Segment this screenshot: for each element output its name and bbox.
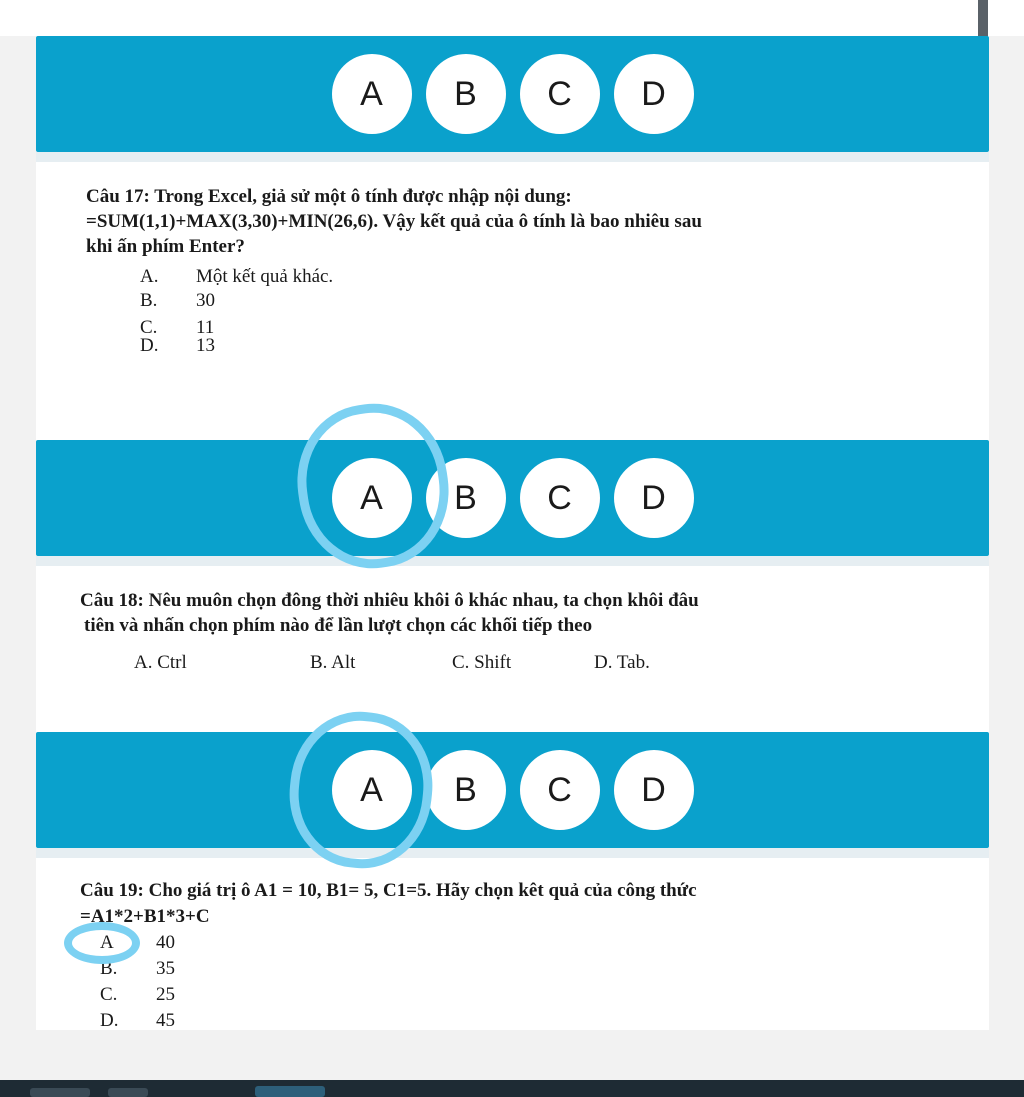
answer-options-band-2 xyxy=(36,440,989,556)
answer-options-band-3 xyxy=(36,732,989,848)
question-line: Câu 17: Trong Excel, giả sử một ô tính được nhập nội dung: xyxy=(86,186,572,207)
bottom-taskbar xyxy=(0,1080,1024,1097)
taskbar-item[interactable] xyxy=(108,1088,148,1097)
choice-row xyxy=(140,319,989,337)
choice-c: C. Shift xyxy=(452,652,512,673)
option-b-button[interactable]: B xyxy=(426,750,506,830)
question-19-text xyxy=(36,878,989,930)
choice-text: 25 xyxy=(156,984,175,1005)
option-c-button[interactable]: C xyxy=(520,750,600,830)
question-18 xyxy=(36,588,989,674)
taskbar-item[interactable] xyxy=(30,1088,90,1097)
question-17 xyxy=(36,184,989,355)
question-17-choices xyxy=(36,265,989,355)
choice-key: B. xyxy=(140,290,158,311)
choice-a: A. Ctrl xyxy=(134,652,187,673)
choice-row xyxy=(100,1008,989,1034)
question-line: Câu 18: Nêu muôn chọn đông thời nhiêu khôi ô khác nhau, ta chọn khôi đâu xyxy=(80,590,699,611)
question-line: Câu 19: Cho giá trị ô A1 = 10, B1= 5, C1=5. Hãy chọn kêt quả của công thức xyxy=(80,880,697,901)
question-18-text xyxy=(36,588,989,638)
option-d-button[interactable]: D xyxy=(614,750,694,830)
choice-text: 35 xyxy=(156,958,175,979)
taskbar-item[interactable] xyxy=(255,1086,325,1097)
question-18-choices xyxy=(36,652,989,674)
choice-key: A. xyxy=(140,266,159,287)
question-line: tiên và nhấn chọn phím nào để lần lượt chọn các khối tiếp theo xyxy=(84,615,593,636)
option-a-button[interactable]: A xyxy=(332,54,412,134)
choice-row xyxy=(140,289,989,313)
choice-key: C. xyxy=(100,984,118,1005)
option-d-button[interactable]: D xyxy=(614,458,694,538)
choice-text: 11 xyxy=(196,317,215,338)
choice-key: D. xyxy=(100,1010,119,1031)
choice-key: C. xyxy=(140,317,158,338)
option-d-button[interactable]: D xyxy=(614,54,694,134)
option-a-button[interactable]: A xyxy=(332,750,412,830)
band-divider xyxy=(36,556,989,566)
question-19 xyxy=(36,878,989,1034)
choice-text: 13 xyxy=(196,335,215,356)
option-b-button[interactable]: B xyxy=(426,54,506,134)
choice-b: B. Alt xyxy=(310,652,356,673)
choice-key: D. xyxy=(140,335,159,356)
choice-key: A xyxy=(100,932,114,953)
band-divider xyxy=(36,848,989,858)
question-19-choices xyxy=(36,930,989,1034)
question-17-text xyxy=(36,184,989,259)
answer-options-band-1 xyxy=(36,36,989,152)
choice-d: D. Tab. xyxy=(594,652,650,673)
choice-text: Một kết quả khác. xyxy=(196,266,334,287)
question-line: =A1*2+B1*3+C xyxy=(80,906,210,927)
choice-text: 30 xyxy=(196,290,215,311)
choice-row xyxy=(140,337,989,355)
choice-row xyxy=(100,930,989,956)
option-c-button[interactable]: C xyxy=(520,458,600,538)
choice-text: 45 xyxy=(156,1010,175,1031)
question-line: =SUM(1,1)+MAX(3,30)+MIN(26,6). Vậy kết quả của ô tính là bao nhiêu sau xyxy=(86,211,702,232)
option-c-button[interactable]: C xyxy=(520,54,600,134)
choice-key: B. xyxy=(100,958,118,979)
band-divider xyxy=(36,152,989,162)
choice-row xyxy=(100,982,989,1008)
option-a-button[interactable]: A xyxy=(332,458,412,538)
choice-row xyxy=(140,265,989,289)
choice-text: 40 xyxy=(156,932,175,953)
question-line: khi ấn phím Enter? xyxy=(86,236,245,257)
option-b-button[interactable]: B xyxy=(426,458,506,538)
choice-row xyxy=(100,956,989,982)
